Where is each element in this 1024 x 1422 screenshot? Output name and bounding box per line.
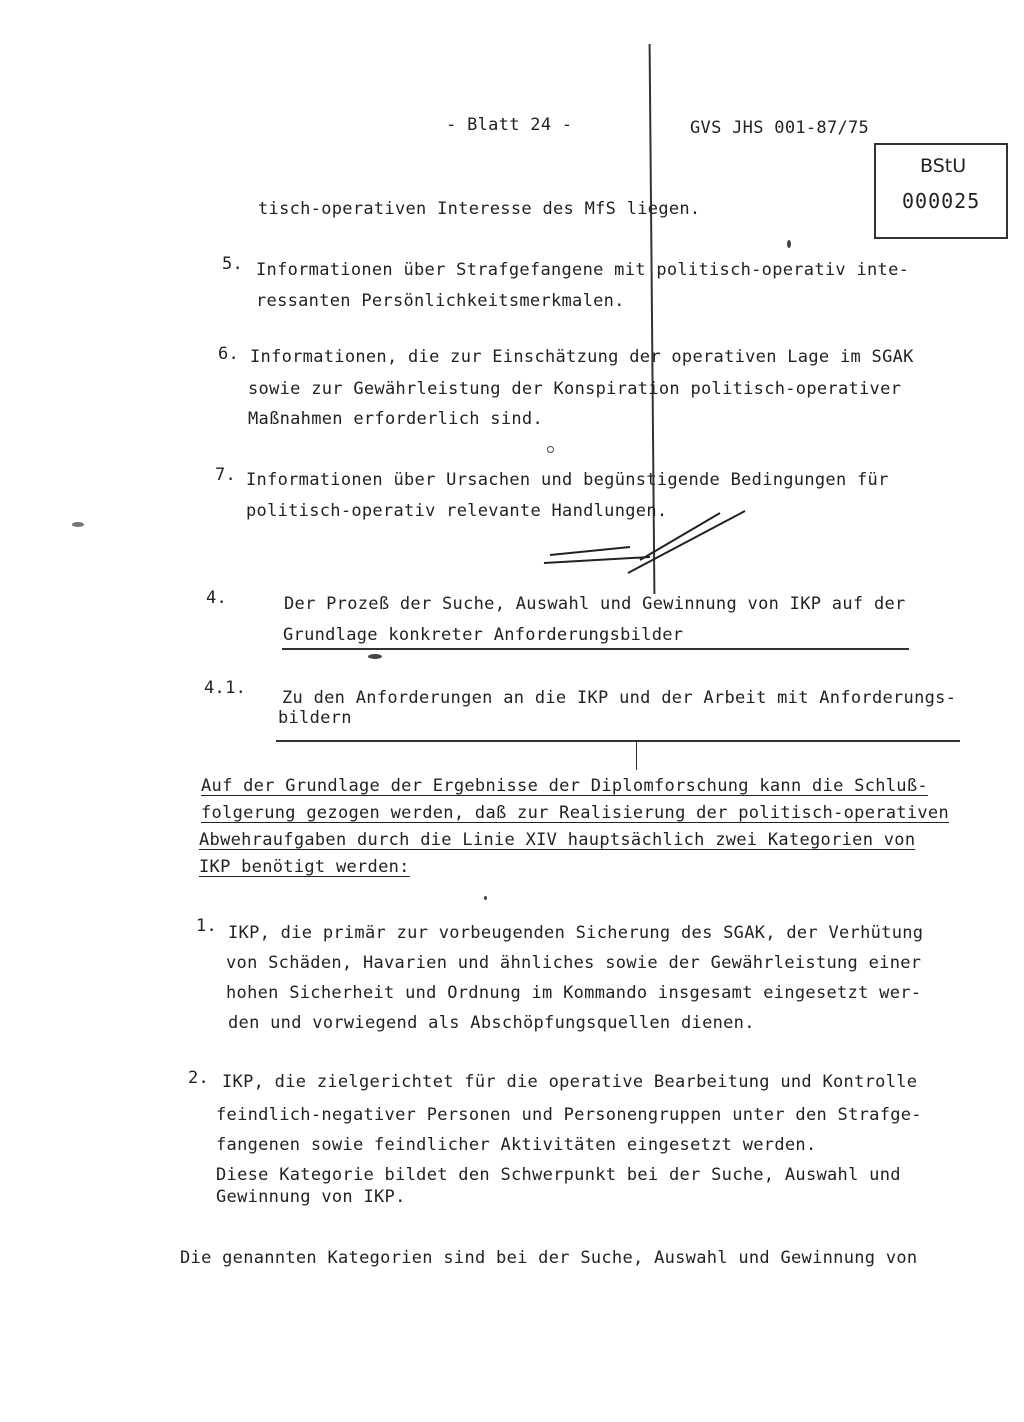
- section-4-1-underline: [276, 740, 960, 742]
- item-5-line: ressanten Persönlichkeitsmerkmalen.: [256, 291, 625, 311]
- ink-dot: [368, 654, 382, 659]
- category-1-line: hohen Sicherheit und Ordnung im Kommando insgesamt eingesetzt wer-: [226, 983, 922, 1003]
- category-1-line: IKP, die primär zur vorbeugenden Sicherung des SGAK, der Verhütung: [228, 923, 924, 943]
- category-2-line: feindlich-negativer Personen und Personengruppen unter den Strafge-: [216, 1105, 922, 1125]
- section-4-1-heading: bildern: [278, 708, 352, 728]
- category-2-line: Gewinnung von IKP.: [216, 1187, 406, 1207]
- item-5-number: 5.: [222, 254, 244, 274]
- item-7-line: politisch-operativ relevante Handlungen.: [246, 501, 668, 521]
- category-2-line: Diese Kategorie bildet den Schwerpunkt bei der Suche, Auswahl und: [216, 1165, 901, 1185]
- continuation-line: tisch-operativen Interesse des MfS liegen.: [258, 199, 701, 219]
- scan-speck: [547, 446, 554, 453]
- stamp-org: BStU: [920, 155, 967, 177]
- scan-speck: [72, 522, 84, 527]
- section-4-heading: Grundlage konkreter Anforderungsbilder: [283, 625, 684, 645]
- intro-paragraph-line: folgerung gezogen werden, daß zur Realisierung der politisch-operativen: [201, 803, 949, 823]
- category-2-number: 2.: [188, 1068, 210, 1088]
- document-reference: GVS JHS 001-87/75: [690, 118, 870, 138]
- scan-speck: [484, 896, 487, 900]
- archive-stamp: [874, 143, 1008, 239]
- section-4-1-number: 4.1.: [204, 678, 247, 698]
- intro-paragraph-line: IKP benötigt werden:: [199, 857, 410, 877]
- section-4-underline: [282, 648, 909, 650]
- category-2-line: fangenen sowie feindlicher Aktivitäten eingesetzt werden.: [216, 1135, 817, 1155]
- section-4-1-heading: Zu den Anforderungen an die IKP und der Arbeit mit Anforderungs-: [282, 688, 957, 708]
- item-6-number: 6.: [218, 344, 240, 364]
- item-7-line: Informationen über Ursachen und begünstigende Bedingungen für: [246, 470, 889, 490]
- item-5-line: Informationen über Strafgefangene mit politisch-operativ inte-: [256, 260, 910, 280]
- scan-speck: [787, 240, 791, 248]
- end-strike-mark: [540, 505, 760, 585]
- intro-paragraph-line: Abwehraufgaben durch die Linie XIV hauptsächlich zwei Kategorien von: [199, 830, 916, 850]
- stamp-number: 000025: [902, 189, 981, 213]
- category-1-number: 1.: [196, 916, 218, 936]
- item-6-line: Maßnahmen erforderlich sind.: [248, 409, 543, 429]
- item-7-number: 7.: [215, 465, 237, 485]
- category-1-line: den und vorwiegend als Abschöpfungsquellen dienen.: [228, 1013, 755, 1033]
- fold-line-lower: [636, 740, 637, 770]
- category-1-line: von Schäden, Havarien und ähnliches sowie der Gewährleistung einer: [226, 953, 922, 973]
- item-6-line: sowie zur Gewährleistung der Konspiration politisch-operativer: [248, 379, 902, 399]
- category-2-line: IKP, die zielgerichtet für die operative Bearbeitung und Kontrolle: [222, 1072, 918, 1092]
- item-6-line: Informationen, die zur Einschätzung der operativen Lage im SGAK: [250, 347, 914, 367]
- section-4-heading: Der Prozeß der Suche, Auswahl und Gewinnung von IKP auf der: [284, 594, 906, 614]
- page-number: - Blatt 24 -: [446, 115, 573, 135]
- section-4-number: 4.: [206, 588, 228, 608]
- closing-line: Die genannten Kategorien sind bei der Suche, Auswahl und Gewinnung von: [180, 1248, 918, 1268]
- intro-paragraph-line: Auf der Grundlage der Ergebnisse der Diplomforschung kann die Schluß-: [201, 776, 928, 796]
